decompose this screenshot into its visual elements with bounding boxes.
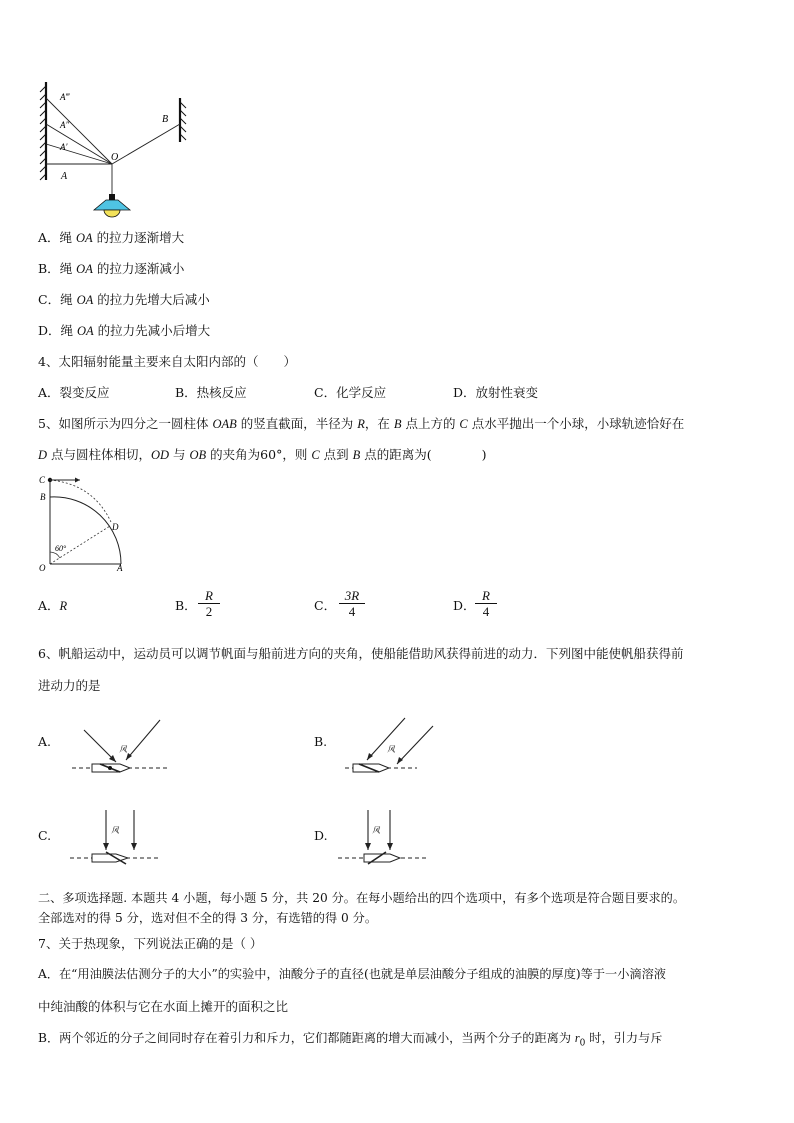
label-b: B [162, 114, 169, 125]
q3-option-c[interactable]: C．绳 OA 的拉力先增大后减小 [38, 292, 210, 307]
q4-option-c[interactable]: C．化学反应 [314, 385, 387, 400]
wind-label: 风 [372, 826, 380, 835]
q5-option-d-key[interactable]: D． [453, 598, 476, 613]
wind-label: 风 [387, 745, 395, 754]
q3-figure [38, 76, 188, 226]
q6-option-b[interactable]: B. [314, 734, 328, 749]
q7-option-a-line2: 中纯油酸的体积与它在水面上摊开的面积之比 [38, 999, 289, 1014]
label-a: A [117, 563, 123, 573]
label-o: O [111, 152, 119, 163]
q6-option-c[interactable]: C. [38, 828, 52, 843]
q6-option-d[interactable]: D. [314, 828, 328, 843]
q7-stem: 7、关于热现象，下列说法正确的是（ ） [38, 936, 263, 951]
q4-option-b[interactable]: B．热核反应 [175, 385, 247, 400]
label-a1: A′ [60, 142, 68, 152]
q5-option-d-fraction: $\frac{R}{4}$ [475, 588, 497, 620]
q7-option-a-line1[interactable]: A．在“用油膜法估测分子的大小”的实验中，油酸分子的直径(也就是单层油酸分子组成的油膜的厚度)等于一小滴溶液 [38, 967, 666, 981]
q4-stem: 4、太阳辐射能量主要来自太阳内部的（ ） [38, 354, 296, 369]
q5-option-b-fraction: $\frac{R}{2}$ [198, 588, 220, 620]
q6-stem-line2: 进动力的是 [38, 678, 101, 693]
q5-option-a[interactable]: A．R [38, 598, 68, 613]
q3-option-a[interactable]: A．绳 OA 的拉力逐渐增大 [38, 230, 185, 245]
label-a: A [61, 171, 68, 182]
label-angle: 60° [55, 544, 67, 553]
section2-heading-line2: 全部选对的得 5 分，选对但不全的得 3 分，有选错的得 0 分。 [38, 911, 378, 925]
section2-heading-line1: 二、多项选择题. 本题共 4 小题，每小题 5 分，共 20 分。在每小题给出的四个选项中，有多个选项是符合题目要求的。 [38, 891, 686, 905]
q4-option-d[interactable]: D．放射性衰变 [453, 385, 539, 400]
q5-figure [38, 474, 138, 574]
q6-figure-a [72, 712, 182, 782]
q6-figure-c [70, 806, 180, 866]
q6-option-a[interactable]: A. [38, 734, 52, 749]
label-a3: A‴ [60, 92, 70, 102]
label-a2: A″ [60, 120, 70, 130]
q3-option-b[interactable]: B．绳 OA 的拉力逐渐减小 [38, 261, 185, 276]
label-c: C [39, 475, 46, 485]
wind-label: 风 [119, 745, 127, 754]
q5-stem-line1: 5、如图所示为四分之一圆柱体 OAB 的竖直截面，半径为 R，在 B 点上方的 C 点水平抛出一个小球，小球轨迹恰好在 [38, 416, 685, 431]
q3-option-d[interactable]: D．绳 OA 的拉力先减小后增大 [38, 323, 211, 338]
q6-figure-d [338, 806, 448, 866]
q4-option-a[interactable]: A．裂变反应 [38, 385, 110, 400]
q7-option-b-line1[interactable]: B．两个邻近的分子之间同时存在着引力和斥力，它们都随距离的增大而减小，当两个分子的距离为 $r_0$ 时，引力与斥 [38, 1031, 663, 1049]
label-o: O [39, 563, 46, 573]
label-d: D [112, 522, 119, 532]
q5-option-c-key[interactable]: C． [314, 598, 337, 613]
label-b: B [40, 492, 46, 502]
q5-stem-line2: D 点与圆柱体相切，OD 与 OB 的夹角为60°，则 C 点到 B 点的距离为( ) [38, 447, 487, 462]
q5-option-b-key[interactable]: B． [175, 598, 197, 613]
q5-option-c-fraction: $\frac{3R}{4}$ [339, 588, 365, 620]
wind-label: 风 [111, 826, 119, 835]
q6-figure-b [345, 712, 455, 782]
q6-stem-line1: 6、帆船运动中，运动员可以调节帆面与船前进方向的夹角，使船能借助风获得前进的动力．下列图中能使帆船获得前 [38, 646, 684, 661]
